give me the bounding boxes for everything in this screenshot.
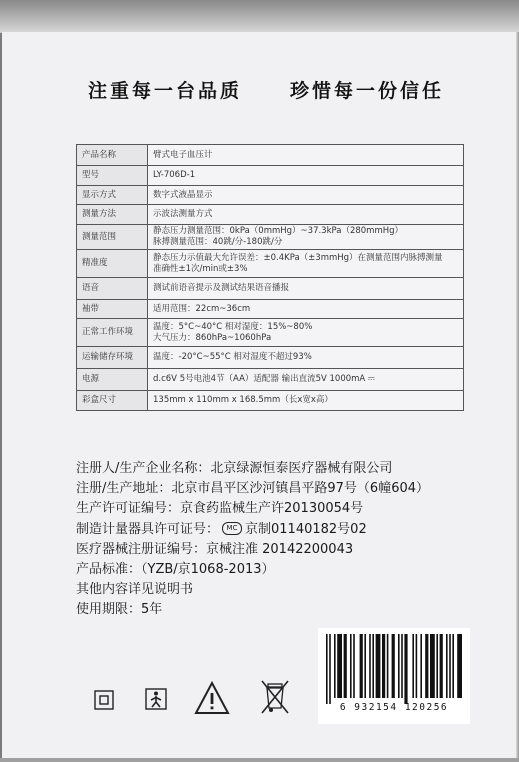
barcode-bar: [412, 634, 414, 698]
spec-value: 数字式液晶显示: [148, 186, 464, 205]
barcode-bar: [337, 634, 342, 698]
barcode-bar: [440, 634, 443, 698]
warning-icon: [194, 681, 230, 715]
barcode-bar: [329, 634, 331, 704]
mc-mark-icon: MC: [222, 522, 242, 535]
spec-value: 适用范围：22cm~36cm: [148, 300, 464, 319]
barcode-bar: [387, 634, 389, 698]
barcode-bar: [398, 634, 400, 698]
class-ii-icon: [94, 690, 114, 710]
spec-row: [77, 347, 464, 369]
spec-label: 电源: [77, 369, 148, 391]
spec-row: [77, 166, 464, 186]
regulatory-info: [76, 459, 476, 621]
spec-label: 彩盒尺寸: [77, 391, 148, 411]
barcode-bar: [382, 634, 385, 698]
registration-cert-line: 医疗器械注册证编号：京械注准 20142200043: [76, 541, 354, 557]
slogan-left: 注重每一台品质: [88, 80, 243, 102]
standard-line: 产品标准：（YZB/京1068-2013）: [76, 561, 275, 577]
spec-row: [77, 319, 464, 347]
spec-row: [77, 391, 464, 411]
barcode-digits: 6 932154 120256: [339, 702, 449, 713]
spec-row: [77, 250, 464, 278]
barcode-bar: [392, 634, 395, 698]
spec-row: [77, 278, 464, 300]
spec-row: [77, 225, 464, 250]
barcode-bar: [452, 634, 454, 698]
type-bf-icon: [144, 687, 168, 711]
slogan-right: 珍惜每一份信任: [290, 80, 445, 102]
barcode-bar: [457, 634, 462, 698]
spec-value: LY-706D-1: [148, 166, 464, 186]
barcode-bar: [372, 634, 374, 698]
spec-label: 语音: [77, 278, 148, 300]
service-life-line: 使用期限：5年: [76, 602, 163, 618]
barcode-bar: [334, 634, 336, 698]
barcode-bar: [360, 634, 363, 698]
spec-row: [77, 369, 464, 391]
production-license-line: 生产许可证编号：京食药监械生产许20130054号: [76, 501, 364, 517]
spec-label: 测量方法: [77, 205, 148, 225]
barcode-bar: [446, 634, 448, 698]
spec-value: 135mm x 110mm x 168.5mm（长x宽x高）: [148, 391, 464, 411]
spec-value: 静态压力示值最大允许误差：±0.4KPa（±3mmHg）在测量范围内脉搏测量 准确性±1次/min或±3%: [148, 250, 464, 278]
barcode: [324, 634, 464, 704]
barcode-bar: [350, 634, 352, 698]
registrant-line: 注册人/生产企业名称：北京绿源恒泰医疗器械有限公司: [76, 461, 393, 476]
spec-row: [77, 145, 464, 166]
metrology-license-line: [76, 520, 476, 540]
metrology-number: 京制01140182号02: [245, 521, 367, 537]
barcode-bar: [449, 634, 451, 698]
address-line: 注册/生产地址：北京市昌平区沙河镇昌平路97号（6幢604）: [76, 481, 430, 497]
spec-label: 显示方式: [77, 186, 148, 205]
spec-row: [77, 300, 464, 319]
weee-bin-icon: [259, 678, 291, 716]
spec-row: [77, 205, 464, 225]
barcode-bar: [425, 634, 428, 698]
spec-row: [77, 186, 464, 205]
spec-value: 温度：5°C~40°C 相对湿度：15%~80% 大气压力：860hPa~1060hPa: [148, 319, 464, 347]
spec-value: 示波法测量方式: [148, 205, 464, 225]
spec-label: 运输储存环境: [77, 347, 148, 369]
barcode-bar: [326, 634, 328, 704]
barcode-bar: [364, 634, 366, 698]
spec-value: 测试前语音提示及测试结果语音播报: [148, 278, 464, 300]
barcode-bar: [369, 634, 371, 698]
barcode-bar: [376, 634, 381, 698]
box-bottom-edge: [0, 758, 519, 762]
spec-value: 温度：-20°C~55°C 相对湿度不超过93%: [148, 347, 464, 369]
see-manual-line: 其他内容详见说明书: [76, 582, 194, 598]
spec-label: 袖带: [77, 300, 148, 319]
spec-label: 产品名称: [77, 145, 148, 166]
barcode-bar: [344, 634, 347, 698]
spec-label: 型号: [77, 166, 148, 186]
spec-value: 静态压力测量范围：0kPa（0mmHg）~37.3kPa（280mmHg） 脉搏测量范围：40跳/分-180跳/分: [148, 225, 464, 250]
barcode-bar: [401, 634, 403, 698]
spec-label: 正常工作环境: [77, 319, 148, 347]
barcode-area: [318, 628, 470, 724]
box-lid: [0, 0, 519, 33]
spec-value: d.c6V 5号电池4节（AA）适配器 输出直流5V 1000mA ⎓: [148, 369, 464, 391]
barcode-bar: [430, 634, 435, 698]
barcode-bar: [404, 634, 407, 704]
barcode-bar: [420, 634, 422, 698]
metrology-label: 制造计量器具许可证号：: [76, 521, 220, 537]
barcode-bar: [353, 634, 355, 698]
barcode-bar: [416, 634, 418, 698]
spec-label: 精准度: [77, 250, 148, 278]
spec-table: [76, 144, 464, 411]
spec-label: 测量范围: [77, 225, 148, 250]
barcode-bar: [436, 634, 438, 698]
spec-value: 臂式电子血压计: [148, 145, 464, 166]
safety-symbols: [94, 678, 304, 718]
